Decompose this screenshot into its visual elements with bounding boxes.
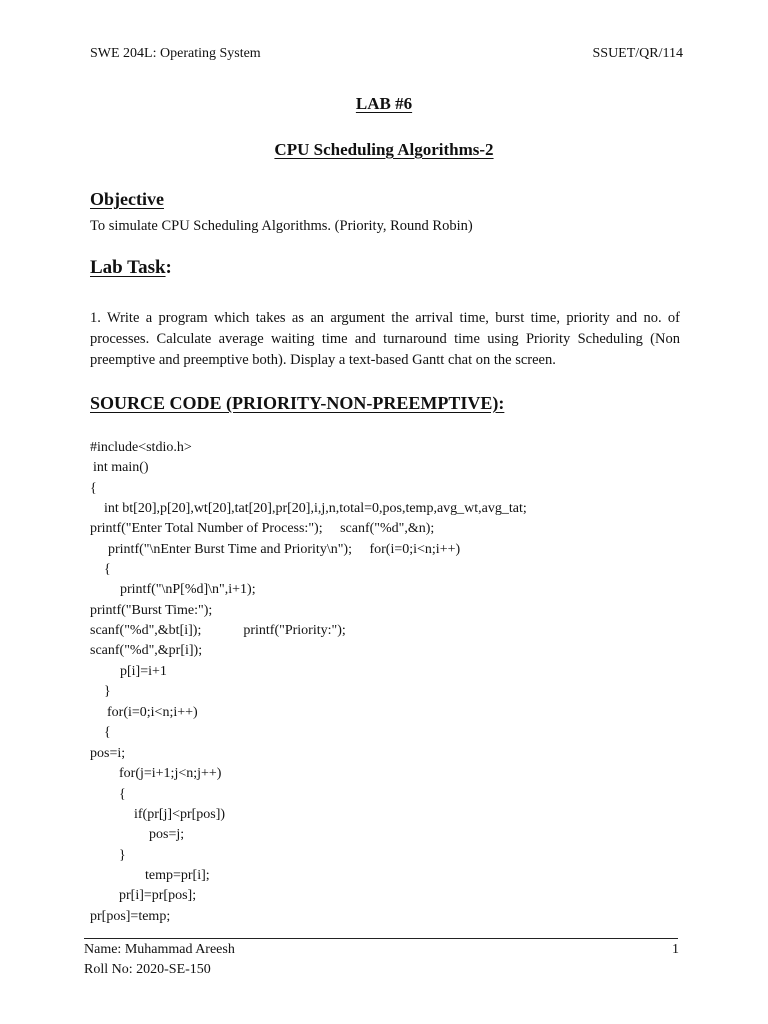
code-line: printf("\nP[%d]\n",i+1); (120, 582, 256, 597)
code-line: temp=pr[i]; (145, 868, 210, 883)
code-line: { (104, 725, 111, 740)
code-line: scanf("%d",&pr[i]); (90, 643, 203, 658)
code-line: pr[i]=pr[pos]; (119, 888, 197, 903)
code-line: pr[pos]=temp; (90, 909, 171, 924)
footer-divider (84, 938, 678, 939)
code-line: int bt[20],p[20],wt[20],tat[20],pr[20],i,j,n,total=0,pos,temp,avg_wt,avg_tat; (104, 501, 527, 516)
objective-heading: Objective (90, 189, 164, 209)
code-line: } (104, 684, 111, 699)
code-line: p[i]=i+1 (120, 664, 167, 679)
code-line: pos=i; (90, 746, 126, 761)
code-line: printf("Burst Time:"); (90, 603, 213, 618)
lab-task-heading-text: Lab Task (90, 257, 166, 278)
lab-number-text: LAB #6 (355, 94, 413, 113)
code-line: if(pr[j]<pr[pos]) (134, 807, 226, 822)
lab-task-colon: : (165, 257, 172, 278)
code-line: for(i=0;i<n;i++) (107, 705, 198, 720)
source-code-heading: SOURCE CODE (PRIORITY-NON-PREEMPTIVE): (90, 393, 505, 413)
code-line: for(j=i+1;j<n;j++) (119, 766, 222, 781)
code-line: { (90, 481, 97, 496)
code-line: } (119, 848, 126, 863)
footer-name: Name: Muhammad Areesh (84, 942, 235, 957)
lab-task-heading (90, 257, 172, 279)
header-doc-code: SSUET/QR/114 (592, 46, 683, 61)
code-line: printf("Enter Total Number of Process:"); scanf("%d",&n); (90, 521, 435, 536)
code-line: int main() (93, 460, 149, 475)
header-course: SWE 204L: Operating System (90, 46, 261, 61)
lab-title-text: CPU Scheduling Algorithms-2 (274, 140, 494, 159)
code-line: pos=j; (149, 827, 185, 842)
lab-number (0, 94, 768, 114)
lab-title (0, 140, 768, 160)
objective-text: To simulate CPU Scheduling Algorithms. (Priority, Round Robin) (90, 218, 473, 234)
code-line: { (104, 562, 111, 577)
code-line: scanf("%d",&bt[i]); printf("Priority:"); (90, 623, 346, 638)
page-number: 1 (672, 942, 679, 957)
code-line: { (119, 787, 126, 802)
code-line: #include<stdio.h> (90, 440, 192, 455)
footer-roll-number: Roll No: 2020-SE-150 (84, 962, 211, 977)
code-line: printf("\nEnter Burst Time and Priority\n"); for(i=0;i<n;i++) (108, 542, 461, 557)
lab-task-item: 1. Write a program which takes as an argument the arrival time, burst time, priority and no. of processes. Calculate average waiting time and turnaround time using Priority Scheduling (Non preemptive and preemptive both). Display a text-based Gantt chat on the screen. (90, 310, 680, 368)
